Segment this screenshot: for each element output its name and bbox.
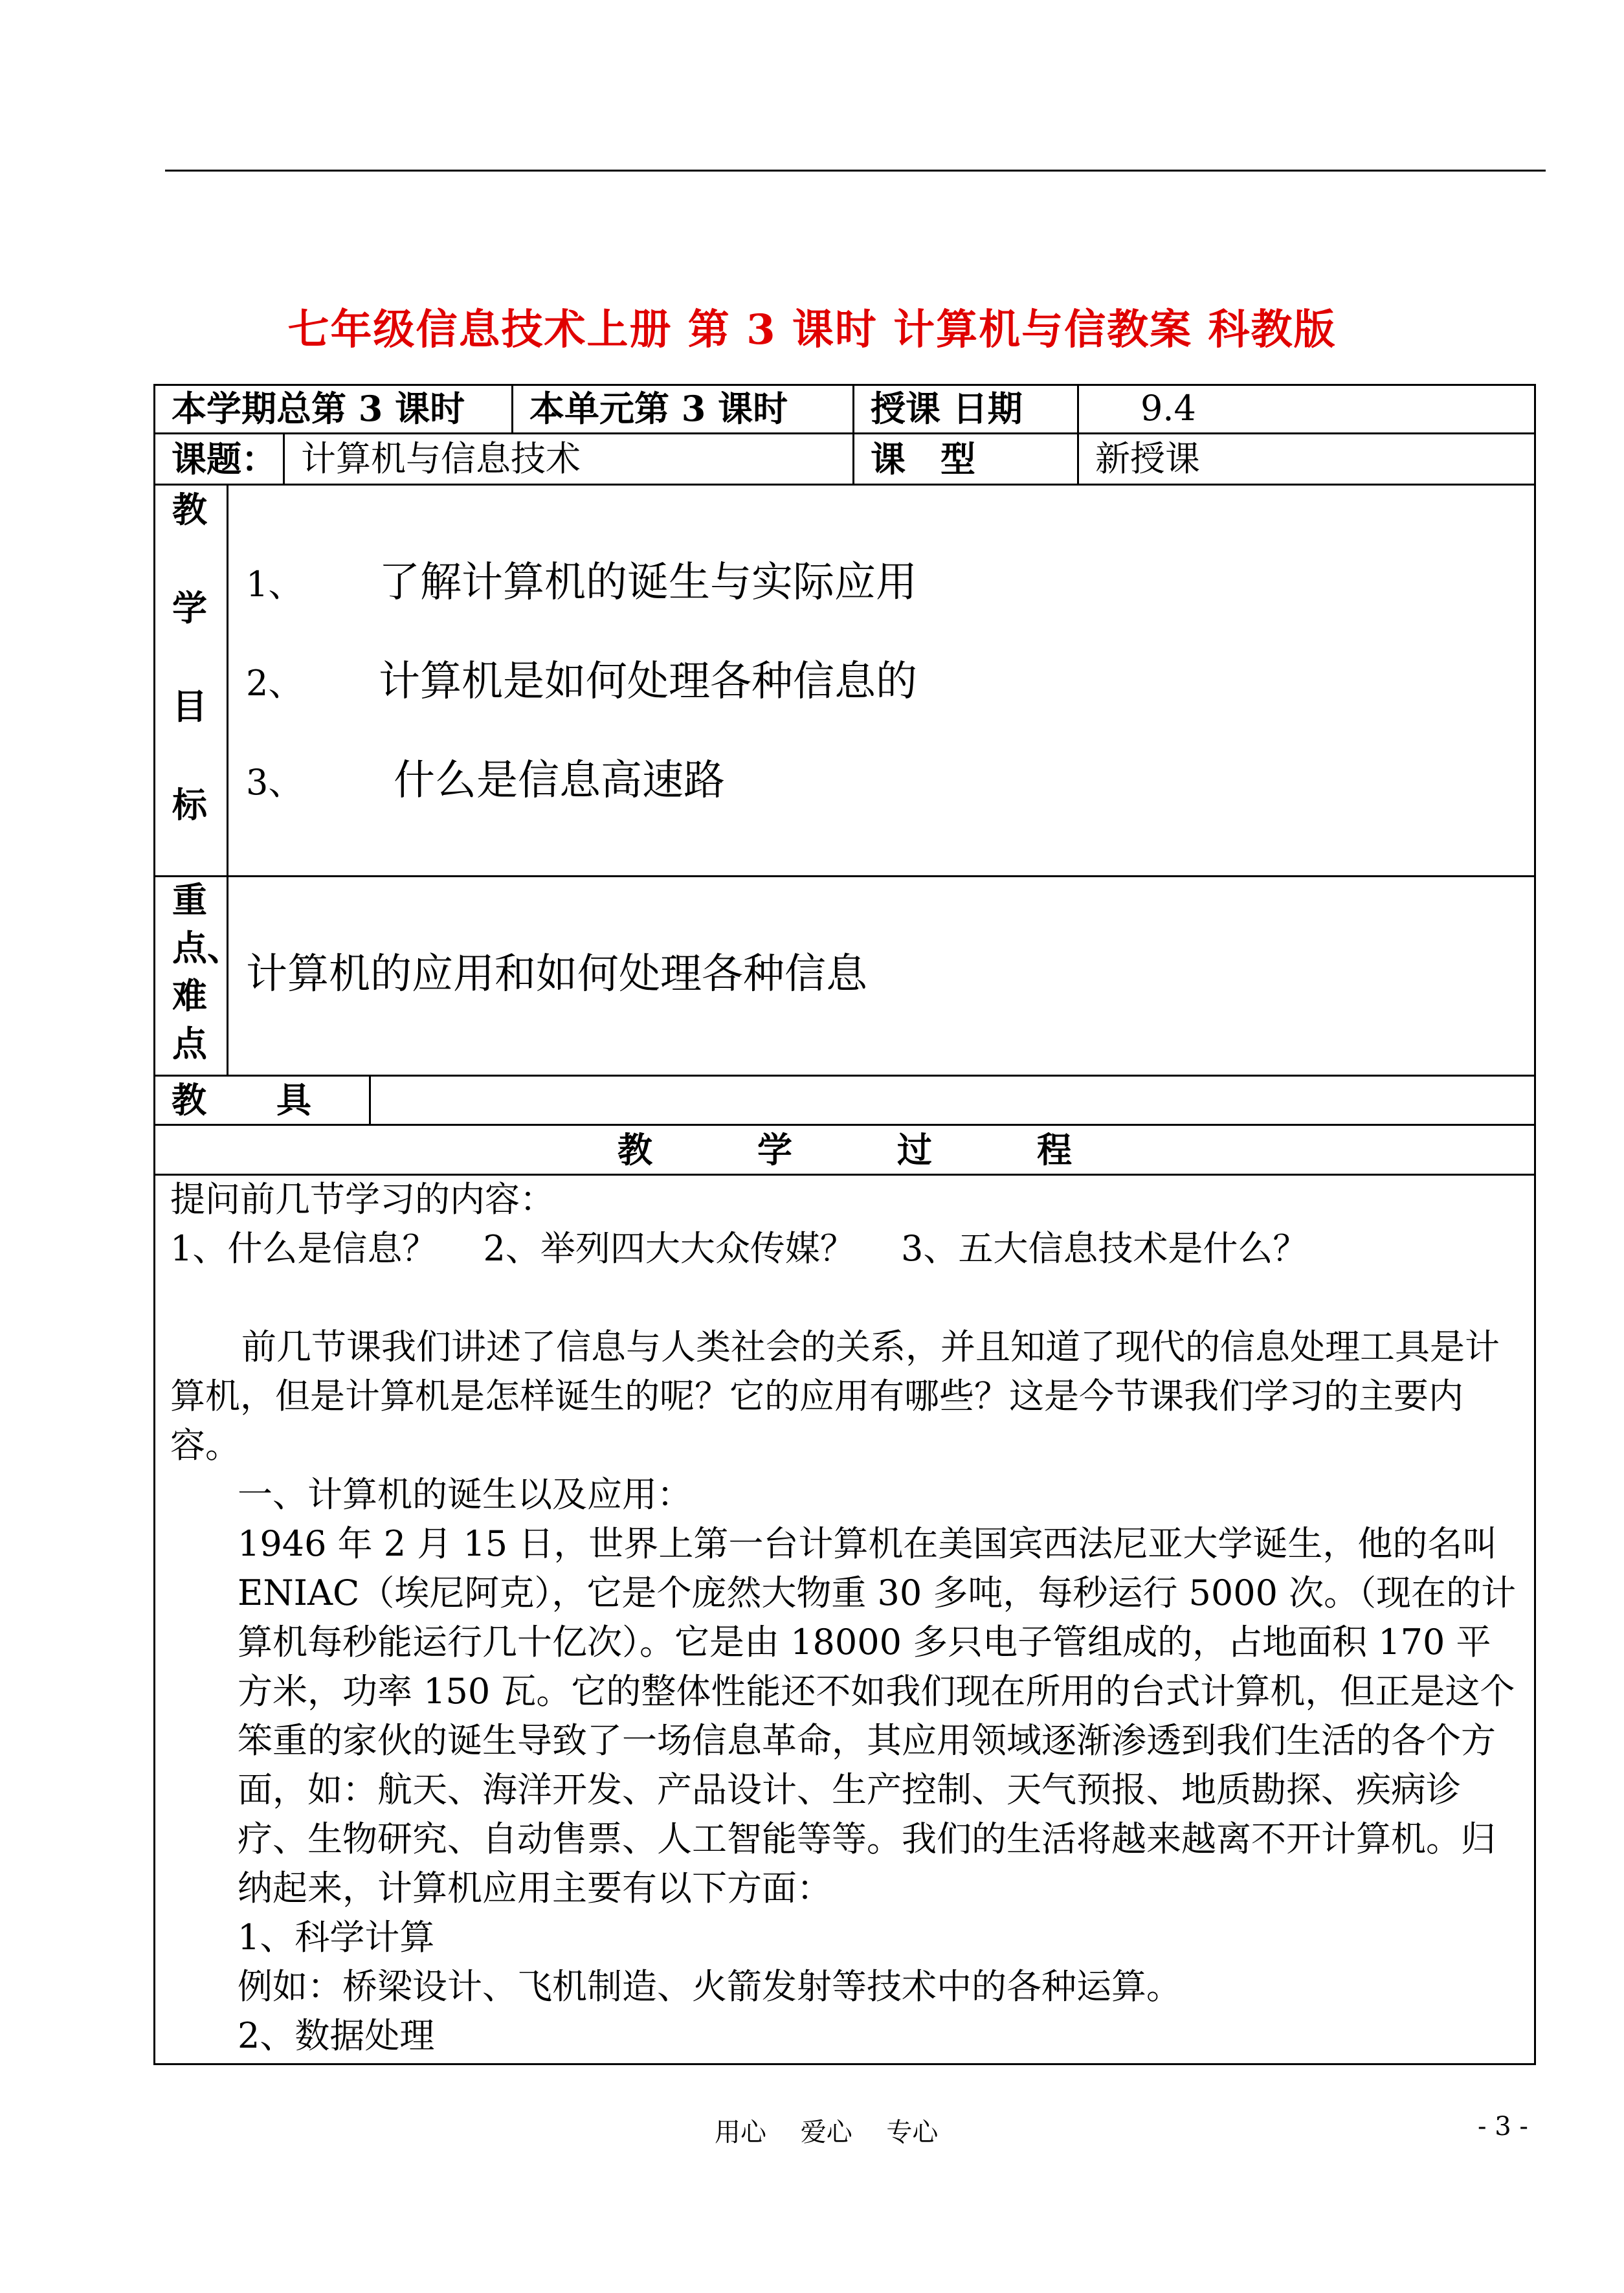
key-points-label-char: 重 xyxy=(172,879,207,921)
tools-label: 教 具 xyxy=(172,1079,311,1121)
col-divider xyxy=(511,384,513,434)
col-divider xyxy=(1077,384,1079,485)
row-divider xyxy=(153,1124,1536,1126)
process-paragraph: 1、科学计算 xyxy=(238,1917,435,1958)
topic-value: 计算机与信息技术 xyxy=(301,438,581,479)
total-lesson-count: 本学期总第 3 课时 xyxy=(172,388,465,429)
process-paragraph: 提问前几节学习的内容： xyxy=(170,1179,555,1220)
row-divider xyxy=(153,432,1536,434)
lesson-type-label: 课 型 xyxy=(871,438,975,480)
col-divider xyxy=(227,484,228,1076)
header-rule xyxy=(165,170,1546,172)
process-blank-line xyxy=(170,1273,1523,1323)
date-label: 授课 日期 xyxy=(871,388,1023,429)
key-points-label-char: 点、 xyxy=(172,927,242,968)
objective-text: 什么是信息高速路 xyxy=(394,757,725,805)
objective-text: 计算机是如何处理各种信息的 xyxy=(379,658,917,706)
objectives-label-char: 标 xyxy=(172,784,207,825)
process-paragraph: 一、计算机的诞生以及应用： xyxy=(238,1474,692,1515)
process-heading: 教 学 过 程 xyxy=(617,1129,1072,1170)
process-paragraph: 2、数据处理 xyxy=(238,2015,435,2056)
row-divider xyxy=(153,1075,1536,1077)
process-paragraph: 1946 年 2 月 15 日，世界上第一台计算机在美国宾西法尼亚大学诞生，他的名叫 ENIAC（埃尼阿克），它是个庞然大物重 30 多吨，每秒运行 5000 次。（现在的计算机每秒能运行几十亿次）。它是由 18000 多只电子管组成的，占地面积 170 平方米，功率 150 瓦。它的整体性能还不如我们现在所用的台式计算机，但正是这个笨重的家伙的诞生导致了一场信息革命，其应用领域逐渐渗透到我们生活的各个方面，如：航天、海洋开发、产品设计、生产控制、天气预报、地质勘探、疾病诊疗、生物研究、自动售票、人工智能等等。我们的生活将越来越离不开计算机。归纳起来，计算机应用主要有以下方面： xyxy=(238,1523,1517,1908)
col-divider xyxy=(283,432,285,485)
key-points-label-char: 难 xyxy=(172,975,207,1016)
objective-number: 2、 xyxy=(246,663,304,704)
objectives-label-char: 目 xyxy=(172,686,207,727)
objective-item xyxy=(246,755,725,809)
objective-item xyxy=(246,557,917,610)
objectives-label-char: 教 xyxy=(172,489,207,530)
process-paragraph: 1、什么是信息？ 2、举列四大大众传媒？ 3、五大信息技术是什么？ xyxy=(170,1228,1308,1269)
row-divider xyxy=(153,484,1536,486)
objective-item xyxy=(246,656,917,710)
objective-number: 1、 xyxy=(246,564,304,605)
document-title: 七年级信息技术上册 第 3 课时 计算机与信教案 科教版 xyxy=(287,306,1337,354)
col-divider xyxy=(369,1075,371,1125)
objectives-label-char: 学 xyxy=(172,587,207,629)
col-divider xyxy=(852,384,854,485)
process-paragraph: 前几节课我们讲述了信息与人类社会的关系，并且知道了现代的信息处理工具是计算机，但是计算机是怎样诞生的呢？它的应用有哪些？这是今节课我们学习的主要内容。 xyxy=(170,1326,1500,1466)
objective-text: 了解计算机的诞生与实际应用 xyxy=(379,559,917,607)
page-number: - 3 - xyxy=(1478,2112,1528,2142)
objective-number: 3、 xyxy=(246,762,304,803)
process-paragraph: 例如：桥梁设计、飞机制造、火箭发射等技术中的各种运算。 xyxy=(238,1966,1181,2007)
key-points-label-char: 点 xyxy=(172,1023,207,1064)
key-points-text: 计算机的应用和如何处理各种信息 xyxy=(246,950,867,998)
row-divider xyxy=(153,875,1536,877)
topic-label: 课题： xyxy=(172,438,276,480)
lesson-type-value: 新授课 xyxy=(1095,438,1200,479)
unit-lesson-count: 本单元第 3 课时 xyxy=(529,388,788,429)
date-value: 9.4 xyxy=(1140,388,1196,429)
footer-motto: 用心 爱心 专心 xyxy=(715,2118,939,2147)
process-body xyxy=(170,1175,1523,2061)
